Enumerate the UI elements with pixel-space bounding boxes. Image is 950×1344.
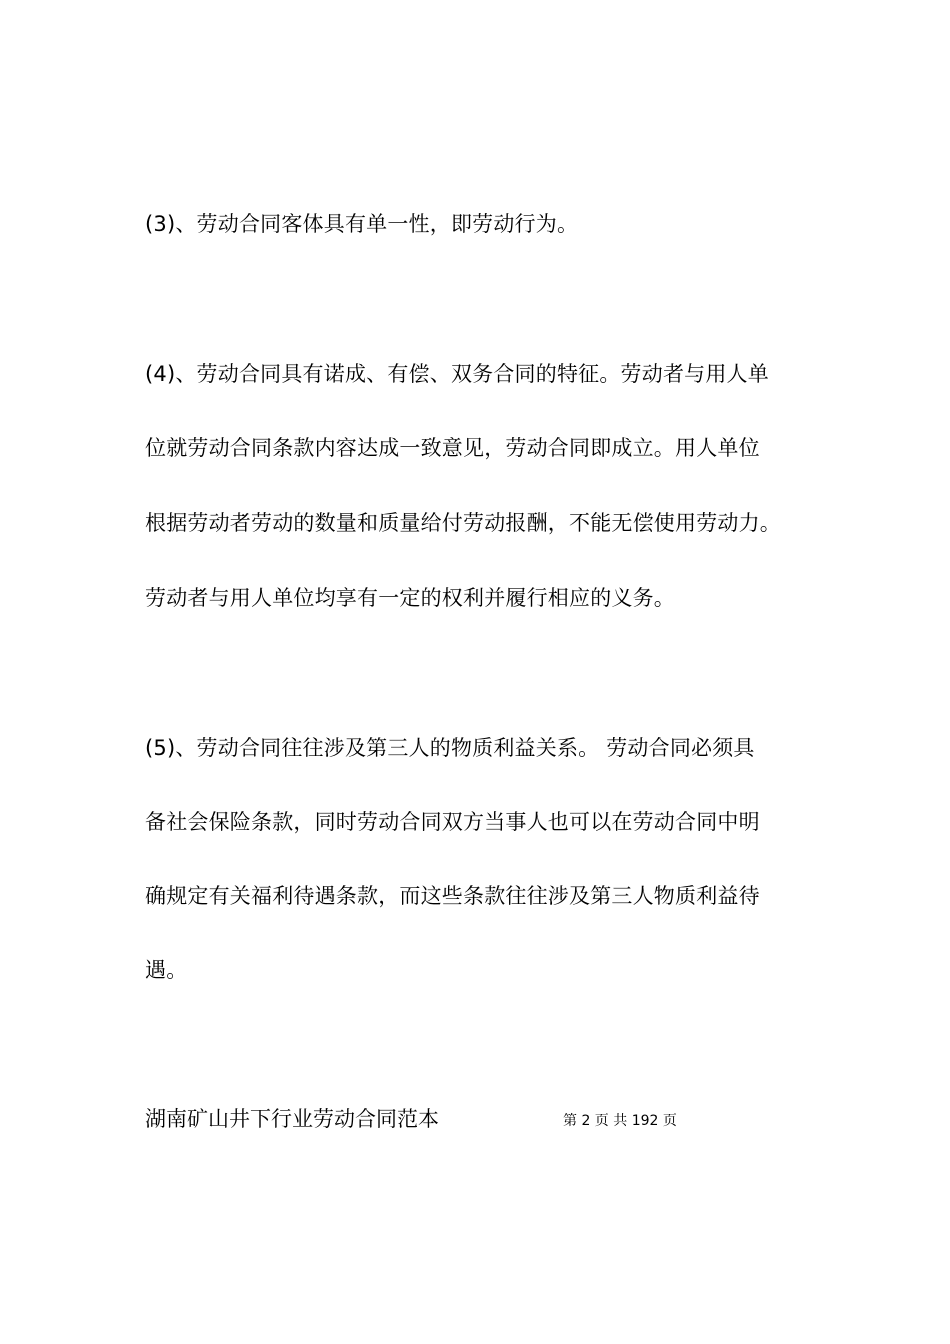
paragraph-4-line-3: 根据劳动者劳动的数量和质量给付劳动报酬，不能无偿使用劳动力。 [145,511,781,535]
paragraph-5-line-2: 备社会保险条款，同时劳动合同双方当事人也可以在劳动合同中明 [145,810,760,834]
footer-document-title: 湖南矿山井下行业劳动合同范本 [145,1107,439,1131]
paragraph-4-line-1: (4)、劳动合同具有诺成、有偿、双务合同的特征。劳动者与用人单 [145,362,769,386]
paragraph-4-line-4: 劳动者与用人单位均享有一定的权利并履行相应的义务。 [145,586,675,610]
paragraph-5-line-4: 遇。 [145,958,188,982]
paragraph-5-line-3: 确规定有关福利待遇条款，而这些条款往往涉及第三人物质利益待 [145,884,760,908]
paragraph-4-line-2: 位就劳动合同条款内容达成一致意见，劳动合同即成立。用人单位 [145,436,760,460]
paragraph-5-line-1: (5)、劳动合同往往涉及第三人的物质利益关系。 劳动合同必须具 [145,736,755,760]
footer-page-number: 第 2 页 共 192 页 [563,1113,677,1129]
paragraph-3-line-1: (3)、劳动合同客体具有单一性，即劳动行为。 [145,212,579,236]
